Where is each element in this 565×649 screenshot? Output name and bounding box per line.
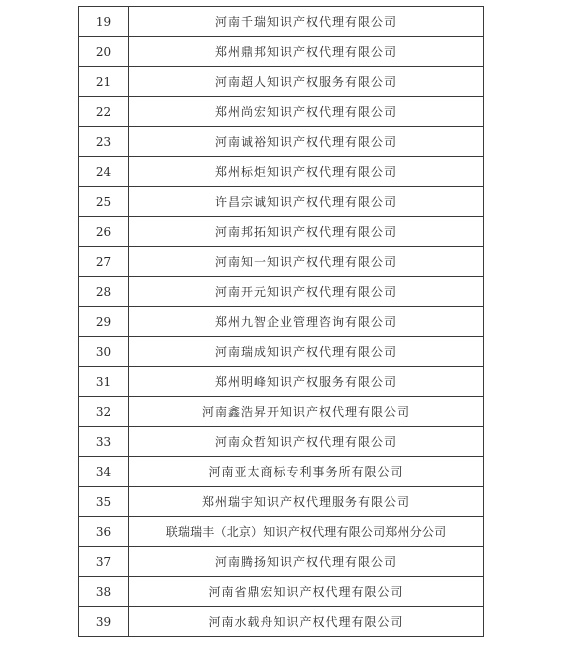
- company-name: 郑州尚宏知识产权代理有限公司: [129, 97, 484, 127]
- table-row: [79, 187, 484, 217]
- company-name: 郑州瑞宇知识产权代理服务有限公司: [129, 487, 484, 517]
- table-row: [79, 157, 484, 187]
- company-name: 郑州标炬知识产权代理有限公司: [129, 157, 484, 187]
- row-number: 29: [79, 307, 129, 337]
- row-number: 28: [79, 277, 129, 307]
- table-row: [79, 457, 484, 487]
- row-number: 36: [79, 517, 129, 547]
- company-name: 郑州明峰知识产权服务有限公司: [129, 367, 484, 397]
- row-number: 39: [79, 607, 129, 637]
- table-row: [79, 487, 484, 517]
- company-name: 河南千瑞知识产权代理有限公司: [129, 7, 484, 37]
- company-name: 河南诚裕知识产权代理有限公司: [129, 127, 484, 157]
- row-number: 34: [79, 457, 129, 487]
- company-name: 河南开元知识产权代理有限公司: [129, 277, 484, 307]
- company-name: 许昌宗诚知识产权代理有限公司: [129, 187, 484, 217]
- table-row: [79, 367, 484, 397]
- company-name: 河南瑞成知识产权代理有限公司: [129, 337, 484, 367]
- table-row: [79, 37, 484, 67]
- table-row: [79, 547, 484, 577]
- company-name: 郑州九智企业管理咨询有限公司: [129, 307, 484, 337]
- table-row: [79, 247, 484, 277]
- row-number: 31: [79, 367, 129, 397]
- row-number: 25: [79, 187, 129, 217]
- table-row: [79, 397, 484, 427]
- company-name: 河南超人知识产权服务有限公司: [129, 67, 484, 97]
- row-number: 35: [79, 487, 129, 517]
- row-number: 22: [79, 97, 129, 127]
- agency-table-body: [79, 7, 484, 637]
- table-row: [79, 307, 484, 337]
- company-name: 河南省鼎宏知识产权代理有限公司: [129, 577, 484, 607]
- table-row: [79, 97, 484, 127]
- company-name: 河南众哲知识产权代理有限公司: [129, 427, 484, 457]
- table-row: [79, 577, 484, 607]
- table-row: [79, 337, 484, 367]
- table-row: [79, 277, 484, 307]
- table-row: [79, 607, 484, 637]
- company-name: 联瑞瑞丰（北京）知识产权代理有限公司郑州分公司: [129, 517, 484, 547]
- company-name: 河南邦拓知识产权代理有限公司: [129, 217, 484, 247]
- company-name: 郑州鼎邦知识产权代理有限公司: [129, 37, 484, 67]
- table-row: [79, 517, 484, 547]
- row-number: 32: [79, 397, 129, 427]
- row-number: 30: [79, 337, 129, 367]
- table-row: [79, 427, 484, 457]
- row-number: 38: [79, 577, 129, 607]
- row-number: 21: [79, 67, 129, 97]
- row-number: 26: [79, 217, 129, 247]
- company-name: 河南亚太商标专利事务所有限公司: [129, 457, 484, 487]
- company-name: 河南知一知识产权代理有限公司: [129, 247, 484, 277]
- table-row: [79, 127, 484, 157]
- table-row: [79, 7, 484, 37]
- row-number: 33: [79, 427, 129, 457]
- row-number: 23: [79, 127, 129, 157]
- agency-table: [78, 6, 484, 637]
- table-row: [79, 217, 484, 247]
- row-number: 20: [79, 37, 129, 67]
- table-row: [79, 67, 484, 97]
- row-number: 37: [79, 547, 129, 577]
- company-name: 河南鑫浩昇开知识产权代理有限公司: [129, 397, 484, 427]
- row-number: 27: [79, 247, 129, 277]
- company-name: 河南腾扬知识产权代理有限公司: [129, 547, 484, 577]
- agency-table-container: [78, 6, 484, 637]
- row-number: 24: [79, 157, 129, 187]
- company-name: 河南水载舟知识产权代理有限公司: [129, 607, 484, 637]
- row-number: 19: [79, 7, 129, 37]
